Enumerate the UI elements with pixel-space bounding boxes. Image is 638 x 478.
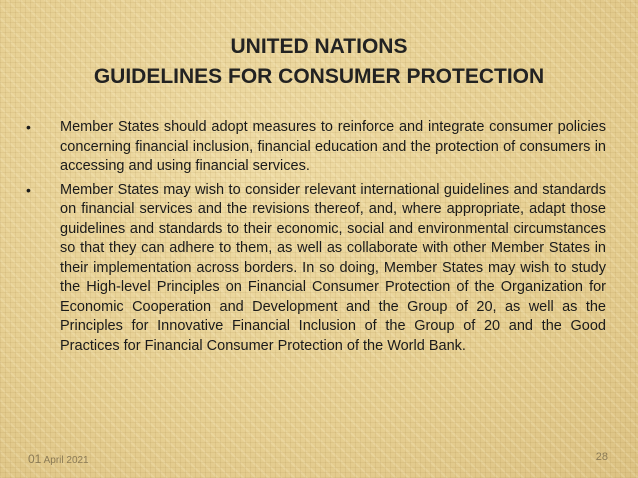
footer-date	[28, 452, 89, 466]
page-number: 28	[595, 451, 608, 463]
slide-body	[22, 118, 606, 360]
bullet-marker: •	[26, 181, 31, 198]
bullet-marker: •	[26, 119, 31, 135]
bullet-item	[22, 181, 606, 357]
title-line-1: UNITED NATIONS	[230, 35, 408, 58]
slide-title	[20, 32, 618, 92]
title-line-2: GUIDELINES FOR CONSUMER PROTECTION	[93, 65, 545, 88]
footer-day: 01	[28, 452, 42, 466]
bullet-text: Member States may wish to consider relevant international guidelines and standards on financial services and the revisions thereof, and, where appropriate, adapt those guidelines and standards to their economic, social and environmental circumstances so that they can adhere to them, as well as collaborate with other Member States in their implementation across borders. In so doing, Member States may wish to study the High-level Principles on Financial Consumer Protection of the Organization for Economic Cooperation and Development and the Group of 20, as well as the Principles for Innovative Financial Inclusion of the Group of 20 and the Good Practices for Financial Consumer Protection of the World Bank.	[60, 181, 606, 354]
footer-month-year: April 2021	[43, 455, 89, 466]
bullet-item	[22, 118, 606, 177]
bullet-text: Member States should adopt measures to reinforce and integrate consumer policies concerning financial inclusion, financial education and the protection of consumers in accessing and using financial services.	[60, 119, 606, 174]
